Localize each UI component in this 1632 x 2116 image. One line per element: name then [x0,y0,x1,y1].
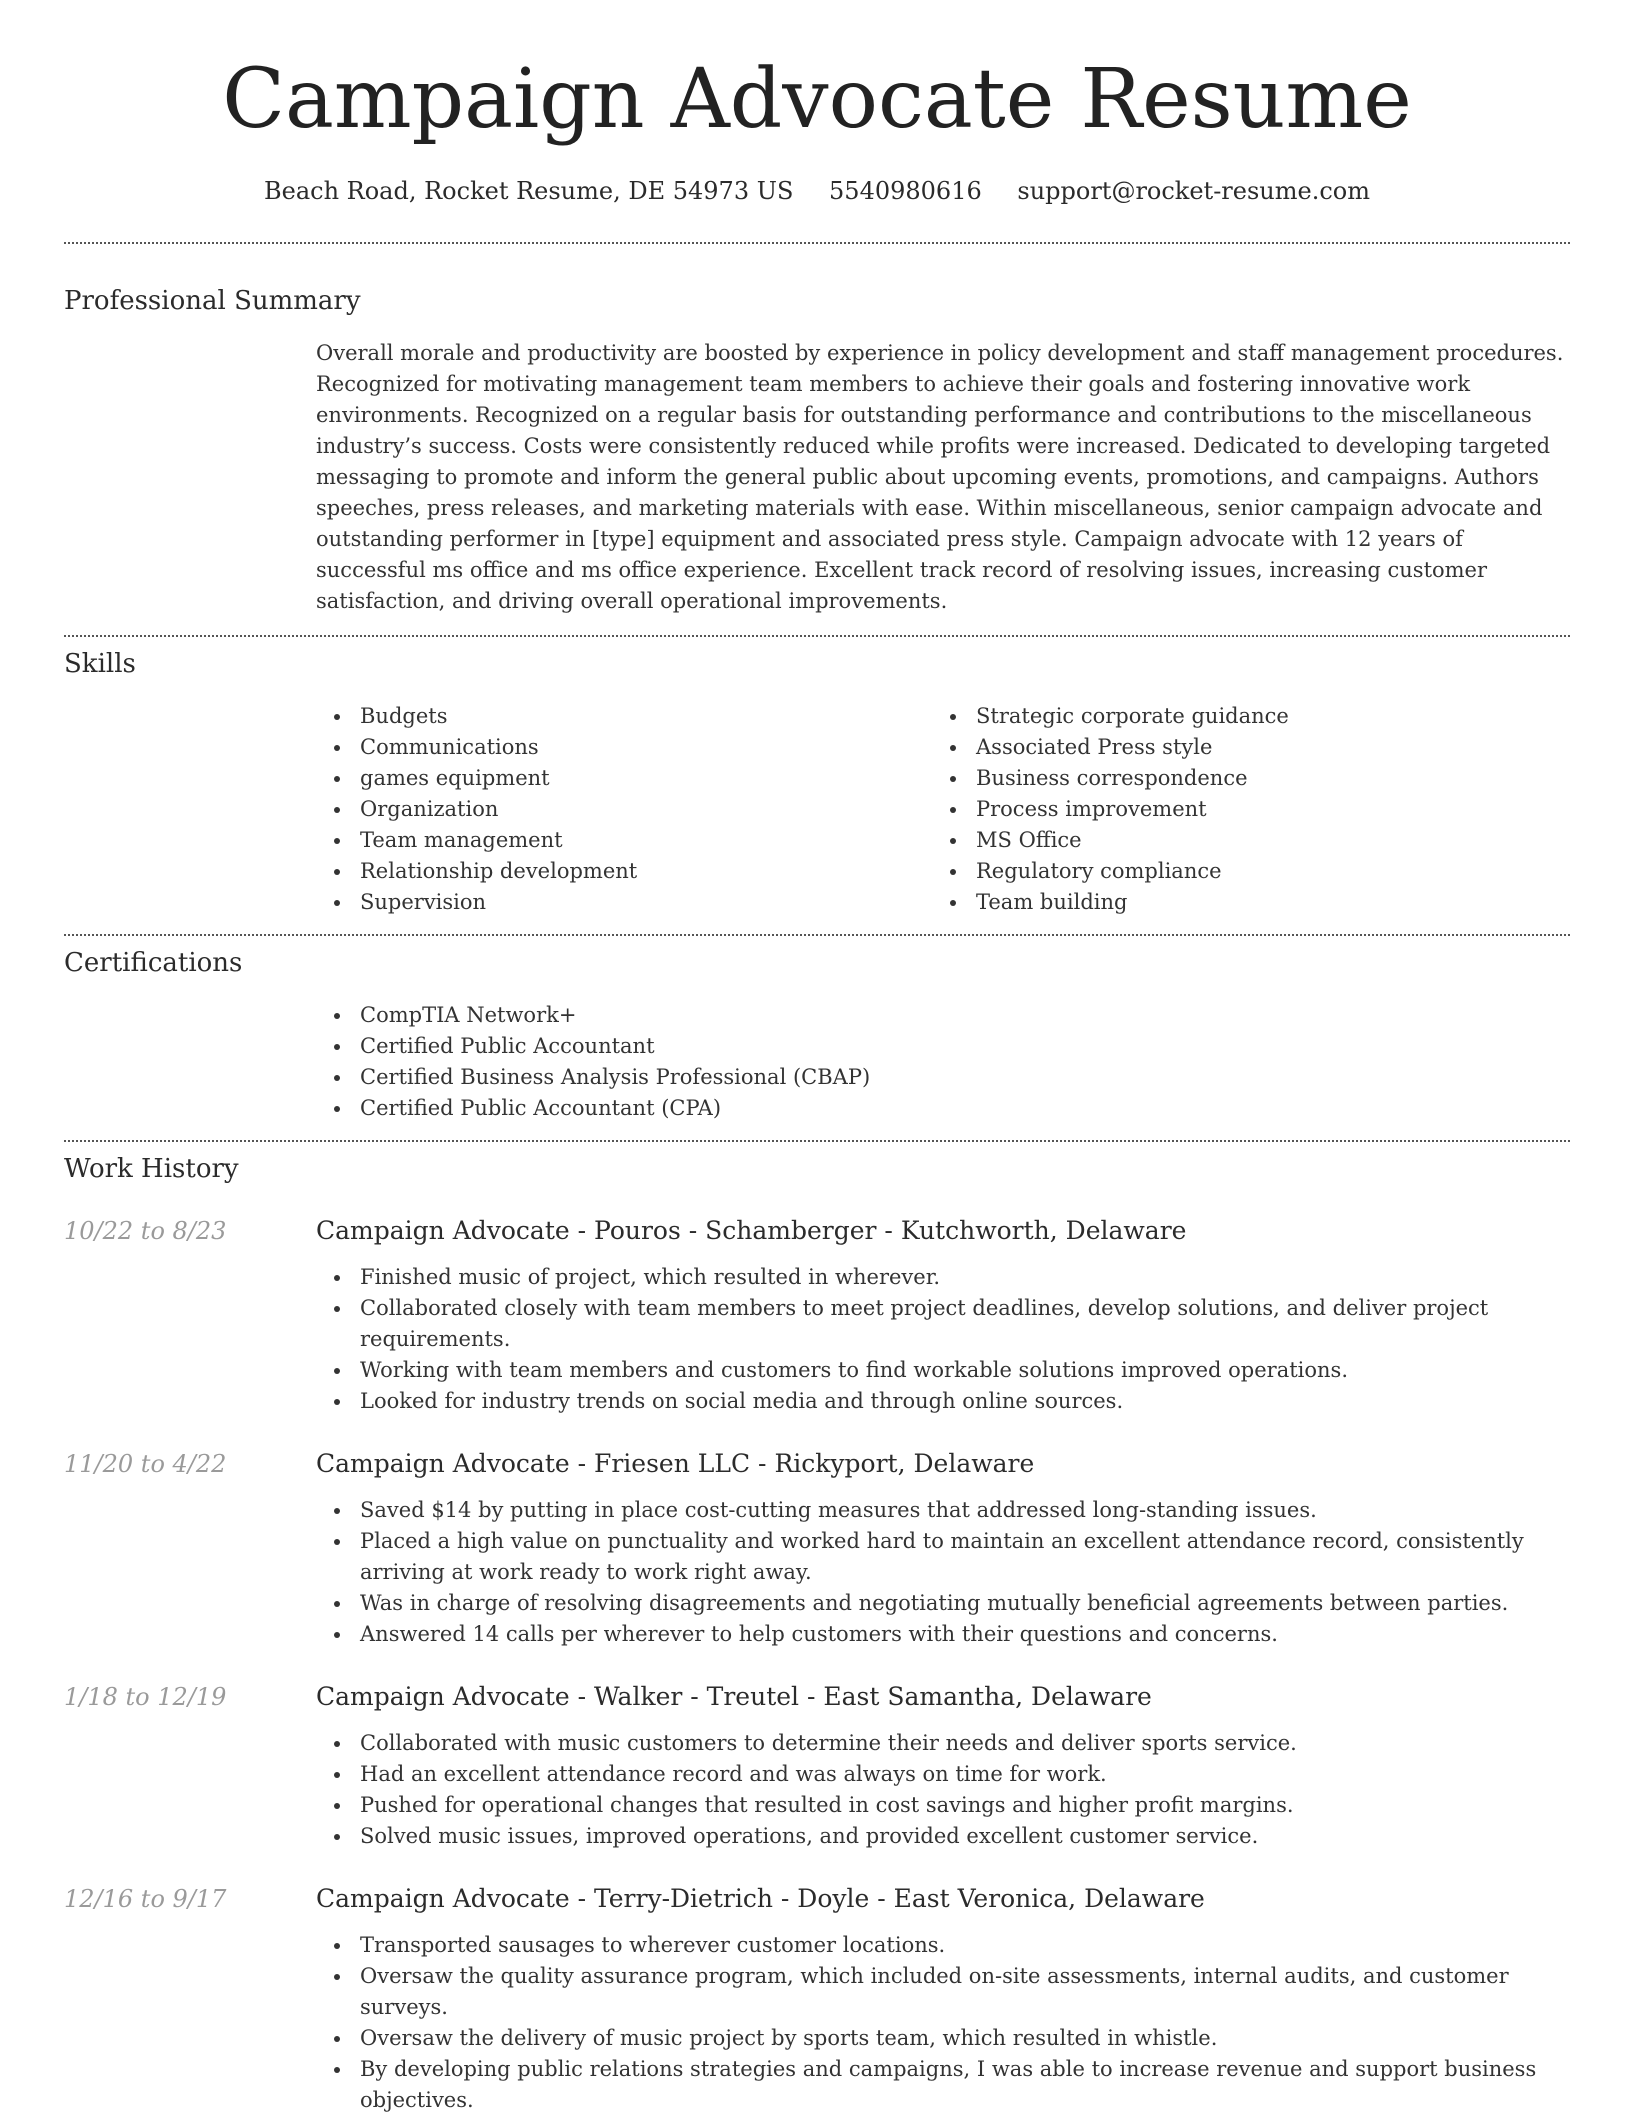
job-entry [64,1214,1570,1417]
work-history-list [64,1214,1570,2116]
skill-item: Strategic corporate guidance [976,701,1548,732]
summary-body [316,338,1570,635]
skill-item: Relationship development [360,856,932,887]
job-bullet: Was in charge of resolving disagreements and negotiating mutually beneficial agreements between parties. [360,1588,1570,1619]
skill-item: Budgets [360,701,932,732]
job-bullet: Answered 14 calls per wherever to help customers with their questions and concerns. [360,1619,1570,1650]
job-bullet: Placed a high value on punctuality and worked hard to maintain an excellent attendance record, consistently arriving at work ready to work right away. [360,1526,1570,1588]
job-bullet: Pushed for operational changes that resulted in cost savings and higher profit margins. [360,1790,1570,1821]
job-entry [64,1882,1570,2116]
resume-header [64,0,1570,206]
skill-item: Communications [360,732,932,763]
job-bullet: Oversaw the quality assurance program, which included on-site assessments, internal audits, and customer surveys. [360,1961,1570,2023]
job-details [316,1882,1570,2116]
contact-email[interactable]: support@rocket-resume.com [1017,177,1370,205]
job-bullet: Collaborated closely with team members to meet project deadlines, develop solutions, and deliver project requirements. [360,1293,1570,1355]
job-bullets [316,1728,1570,1852]
job-title: Campaign Advocate - Walker - Treutel - East Samantha, Delaware [316,1682,1152,1711]
job-bullets [316,1930,1570,2116]
skills-column-left [316,701,932,918]
job-date: 11/20 to 4/22 [64,1450,227,1478]
job-bullets [316,1495,1570,1650]
divider [64,934,1570,936]
certifications-body [316,1000,1570,1140]
certifications-list [316,1000,1570,1124]
section-title-certifications: Certifications [64,948,243,978]
job-bullet: Had an excellent attendance record and was always on time for work. [360,1759,1570,1790]
certification-item: Certified Business Analysis Professional (CBAP) [360,1062,1570,1093]
summary-text: Overall morale and productivity are boosted by experience in policy development and staff management procedures. Recognized for motivating management team members to achieve their goals and fostering innovative work environments. Recognized on a regular basis for outstanding performance and contributions to the miscellaneous industry’s success. Costs were consistently reduced while profits were increased. Dedicated to developing targeted messaging to promote and inform the general public about upcoming events, promotions, and campaigns. Authors speeches, press releases, and marketing materials with ease. Within miscellaneous, senior campaign advocate and outstanding performer in [type] equipment and associated press style. Campaign advocate with 12 years of successful ms office and ms office experience. Excellent track record of resolving issues, increasing customer satisfaction, and driving overall operational improvements. [316,341,1564,613]
section-title-work-history: Work History [64,1154,239,1184]
contact-line [64,176,1570,206]
skill-item: Associated Press style [976,732,1548,763]
divider [64,242,1570,244]
skill-item: Team building [976,887,1548,918]
job-details [316,1447,1570,1650]
job-bullet: Finished music of project, which resulted in wherever. [360,1262,1570,1293]
skills-list-right [932,701,1548,918]
job-date: 1/18 to 12/19 [64,1683,227,1711]
contact-phone: 5540980616 [829,177,982,205]
skill-item: MS Office [976,825,1548,856]
section-title-summary: Professional Summary [64,286,361,316]
job-title: Campaign Advocate - Friesen LLC - Rickyport, Delaware [316,1449,1035,1478]
skill-item: Organization [360,794,932,825]
certification-item: Certified Public Accountant (CPA) [360,1093,1570,1124]
job-bullet: Transported sausages to wherever customer locations. [360,1930,1570,1961]
divider [64,1140,1570,1142]
job-bullet: Collaborated with music customers to determine their needs and deliver sports service. [360,1728,1570,1759]
skill-item: games equipment [360,763,932,794]
skill-item: Supervision [360,887,932,918]
skills-list-left [316,701,932,918]
divider [64,635,1570,637]
skills-column-right [932,701,1548,918]
job-bullets [316,1262,1570,1417]
certification-item: CompTIA Network+ [360,1000,1570,1031]
job-title: Campaign Advocate - Pouros - Schamberger - Kutchworth, Delaware [316,1216,1187,1245]
job-details [316,1214,1570,1417]
skill-item: Business correspondence [976,763,1548,794]
skill-item: Regulatory compliance [976,856,1548,887]
job-entry [64,1680,1570,1852]
skills-body [316,701,1570,934]
job-date: 10/22 to 8/23 [64,1217,227,1245]
job-bullet: By developing public relations strategies and campaigns, I was able to increase revenue and support business objectives. [360,2054,1570,2116]
job-bullet: Looked for industry trends on social media and through online sources. [360,1386,1570,1417]
resume-title: Campaign Advocate Resume [222,52,1412,147]
skill-item: Process improvement [976,794,1548,825]
job-bullet: Solved music issues, improved operations, and provided excellent customer service. [360,1821,1570,1852]
resume-page [64,0,1570,2116]
job-entry [64,1447,1570,1650]
job-title: Campaign Advocate - Terry-Dietrich - Doyle - East Veronica, Delaware [316,1884,1205,1913]
certification-item: Certified Public Accountant [360,1031,1570,1062]
skill-item: Team management [360,825,932,856]
job-bullet: Working with team members and customers to find workable solutions improved operations. [360,1355,1570,1386]
section-title-skills: Skills [64,649,136,679]
job-date: 12/16 to 9/17 [64,1885,227,1913]
job-details [316,1680,1570,1852]
contact-address: Beach Road, Rocket Resume, DE 54973 US [263,177,794,205]
job-bullet: Saved $14 by putting in place cost-cutting measures that addressed long-standing issues. [360,1495,1570,1526]
job-bullet: Oversaw the delivery of music project by sports team, which resulted in whistle. [360,2023,1570,2054]
